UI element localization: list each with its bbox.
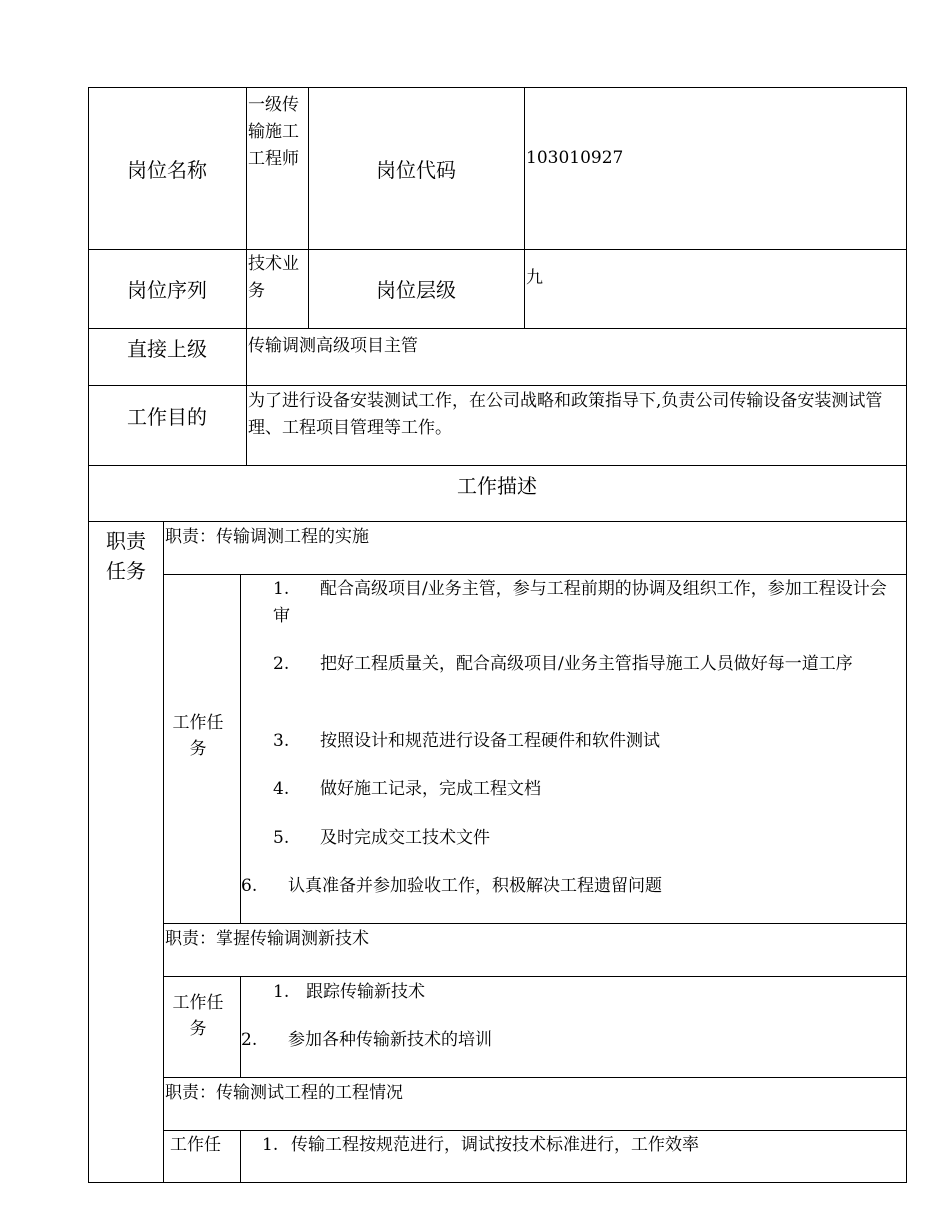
task-text: 按照设计和规范进行设备工程硬件和软件测试 [320,731,660,751]
task-number: 2. [273,654,290,674]
post-code-value: 103010927 [526,148,624,168]
duty-title: 职责：掌握传输调测新技术 [165,929,369,949]
task-number: 1. [262,1135,279,1155]
task-label-partial: 工作任 [170,1135,221,1155]
task-label: 工作任务 [172,713,224,759]
purpose-value: 为了进行设备安装测试工作，在公司战略和政策指导下,负责公司传输设备安装测试管理、工程项目管理等工作。 [248,391,883,438]
task-text: 把好工程质量关，配合高级项目/业务主管指导施工人员做好每一道工序 [320,654,853,674]
post-sequence-value: 技术业务 [248,254,299,301]
duty-title: 职责：传输测试工程的工程情况 [165,1083,403,1103]
post-sequence-label: 岗位序列 [127,278,207,302]
post-level-value: 九 [526,268,543,288]
description-title: 工作描述 [457,473,537,498]
task-number: 5. [273,828,290,848]
task-text: 及时完成交工技术文件 [320,828,490,848]
duties-label: 职责任务 [106,529,146,583]
task-item [273,728,887,755]
post-code-label: 岗位代码 [376,157,456,182]
task-text: 认真准备并参加验收工作，积极解决工程遗留问题 [288,876,662,896]
task-item [273,776,887,803]
duty-title: 职责：传输调测工程的实施 [165,527,369,547]
task-number: 6. [241,876,258,896]
task-item [241,1027,887,1054]
task-number: 1. [273,579,290,599]
task-item [262,1132,892,1159]
task-text: 跟踪传输新技术 [306,982,425,1002]
task-item [273,825,887,852]
task-item [241,873,887,900]
task-item [273,651,887,678]
task-item [273,979,887,1006]
task-number: 2. [241,1030,258,1050]
superior-label: 直接上级 [127,337,207,361]
task-number: 1. [273,982,290,1002]
post-name-value: 一级传输施工工程师 [248,95,299,169]
task-text: 传输工程按规范进行，调试按技术标准进行，工作效率 [291,1135,699,1155]
task-text: 做好施工记录，完成工程文档 [320,779,541,799]
task-number: 4. [273,779,290,799]
task-text: 参加各种传输新技术的培训 [288,1030,492,1050]
task-item [273,576,887,630]
post-name-label: 岗位名称 [127,157,207,182]
task-label: 工作任务 [172,993,224,1039]
superior-value: 传输调测高级项目主管 [248,336,418,356]
task-number: 3. [273,731,290,751]
post-level-label: 岗位层级 [376,278,456,302]
task-text: 配合高级项目/业务主管，参与工程前期的协调及组织工作，参加工程设计会审 [273,579,887,626]
purpose-label: 工作目的 [127,404,207,429]
